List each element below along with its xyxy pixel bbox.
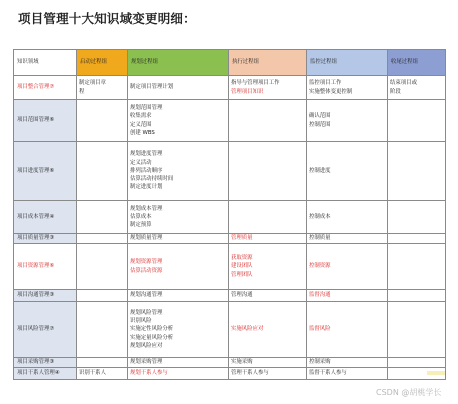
process-item: 监控项目工作 (309, 80, 342, 87)
table-row (14, 368, 446, 380)
process-cell-closing (388, 290, 446, 302)
process-item: 确认范围 (309, 113, 331, 120)
process-cell-executing (229, 100, 307, 142)
process-item: 规划范围管理 (130, 104, 163, 111)
process-item: 识别风险 (130, 318, 152, 325)
process-item: 获取资源 (231, 255, 253, 262)
process-cell-initiating (77, 290, 128, 302)
process-item: 控制成本 (309, 213, 331, 220)
knowledge-area-cell: 项目资源管理⑥ (14, 244, 77, 290)
process-item: 实施定性风险分析 (130, 326, 174, 333)
table-row (14, 358, 446, 368)
process-item: 控制进度 (309, 167, 331, 174)
process-item: 规划沟通管理 (130, 292, 163, 299)
process-cell-monitoring (307, 302, 388, 358)
process-cell-executing (229, 234, 307, 244)
process-cell-planning (128, 358, 229, 368)
header-executing: 执行过程组 (229, 50, 307, 76)
process-cell-executing (229, 368, 307, 380)
process-item: 估算活动持续时间 (130, 176, 174, 183)
process-cell-planning (128, 290, 229, 302)
process-cell-closing (388, 76, 446, 100)
process-cell-closing (388, 244, 446, 290)
page-title: 项目管理十大知识域变更明细： (18, 11, 196, 26)
process-item: 监督沟通 (309, 292, 331, 299)
table-row (14, 302, 446, 358)
process-cell-executing (229, 201, 307, 234)
process-item: 规划采购管理 (130, 359, 163, 366)
header-monitoring: 监控过程组 (307, 50, 388, 76)
process-cell-initiating (77, 244, 128, 290)
knowledge-area-cell: 项目进度管理⑥ (14, 142, 77, 201)
table-row (14, 76, 446, 100)
process-cell-initiating (77, 76, 128, 100)
process-item: 控制质量 (309, 235, 331, 242)
process-item: 管理沟通 (231, 292, 253, 299)
process-item: 制定进度计划 (130, 184, 163, 191)
process-cell-closing (388, 358, 446, 368)
knowledge-area-cell: 项目风险管理⑦ (14, 302, 77, 358)
process-cell-planning (128, 302, 229, 358)
process-cell-monitoring (307, 358, 388, 368)
watermark: CSDN @胡桃学长 (376, 388, 442, 397)
process-cell-monitoring (307, 368, 388, 380)
process-item: 程 (79, 88, 85, 95)
knowledge-area-cell: 项目采购管理③ (14, 358, 77, 368)
process-cell-executing (229, 290, 307, 302)
process-cell-monitoring (307, 76, 388, 100)
process-item: 控制采购 (309, 359, 331, 366)
process-item: 识别干系人 (79, 370, 106, 377)
table-row (14, 100, 446, 142)
process-cell-monitoring (307, 100, 388, 142)
process-cell-planning (128, 368, 229, 380)
header-knowledge-area: 知识领域 (14, 50, 77, 76)
process-cell-initiating (77, 100, 128, 142)
process-cell-planning (128, 76, 229, 100)
process-cell-closing (388, 234, 446, 244)
table-row (14, 142, 446, 201)
process-cell-planning (128, 244, 229, 290)
process-item: 管理团队 (231, 271, 253, 278)
process-item: 阶段 (390, 88, 401, 95)
table-row (14, 290, 446, 302)
process-item: 制定预算 (130, 222, 152, 229)
process-item: 控制资源 (309, 263, 331, 270)
process-item: 规划风险管理 (130, 309, 163, 316)
process-cell-executing (229, 358, 307, 368)
process-cell-executing (229, 76, 307, 100)
process-item: 收集需求 (130, 113, 152, 120)
process-cell-executing (229, 244, 307, 290)
process-item: 定义活动 (130, 159, 152, 166)
process-item: 实施定量风险分析 (130, 334, 174, 341)
process-item: 实施风险应对 (231, 326, 264, 333)
highlight-mark (427, 371, 445, 375)
process-item: 指导与管理项目工作 (231, 80, 280, 87)
process-cell-executing (229, 302, 307, 358)
table-body (14, 76, 446, 380)
knowledge-area-cell: 项目成本管理④ (14, 201, 77, 234)
process-cell-monitoring (307, 234, 388, 244)
knowledge-area-cell: 项目范围管理⑥ (14, 100, 77, 142)
header-planning: 规划过程组 (128, 50, 229, 76)
table-header-row (14, 50, 446, 76)
process-cell-planning (128, 100, 229, 142)
process-cell-closing (388, 100, 446, 142)
process-cell-initiating (77, 302, 128, 358)
process-cell-initiating (77, 142, 128, 201)
knowledge-area-cell: 项目干系人管理④ (14, 368, 77, 380)
process-item: 管理干系人参与 (231, 370, 269, 377)
header-closing: 收尾过程组 (388, 50, 446, 76)
knowledge-area-cell: 项目质量管理③ (14, 234, 77, 244)
process-item: 实施采购 (231, 359, 253, 366)
knowledge-area-table (13, 49, 446, 380)
process-cell-planning (128, 234, 229, 244)
table-row (14, 244, 446, 290)
header-initiating: 启动过程组 (77, 50, 128, 76)
process-item: 管理质量 (231, 235, 253, 242)
process-item: 规划干系人参与 (130, 370, 168, 377)
process-cell-initiating (77, 201, 128, 234)
process-cell-closing (388, 302, 446, 358)
process-item: 定义范围 (130, 121, 152, 128)
process-cell-monitoring (307, 142, 388, 201)
knowledge-area-cell: 项目沟通管理③ (14, 290, 77, 302)
process-item: 规划风险应对 (130, 342, 163, 349)
process-item: 规划资源管理 (130, 259, 163, 266)
process-cell-initiating (77, 368, 128, 380)
process-item: 控制范围 (309, 121, 331, 128)
process-item: 排列活动顺序 (130, 167, 163, 174)
table-row (14, 234, 446, 244)
process-item: 规划质量管理 (130, 235, 163, 242)
process-item: 估算成本 (130, 213, 152, 220)
process-cell-initiating (77, 234, 128, 244)
process-cell-planning (128, 142, 229, 201)
process-item: 制定项目管理计划 (130, 84, 174, 91)
process-cell-monitoring (307, 244, 388, 290)
process-item: 建设团队 (231, 263, 253, 270)
process-item: 规划成本管理 (130, 205, 163, 212)
process-item: 制定项目章 (79, 80, 106, 87)
process-cell-monitoring (307, 201, 388, 234)
process-item: 管理项目知识 (231, 88, 264, 95)
process-item: 结束项目或 (390, 80, 417, 87)
process-cell-closing (388, 201, 446, 234)
process-item: 规划进度管理 (130, 151, 163, 158)
process-item: 监督风险 (309, 326, 331, 333)
process-item: 估算活动资源 (130, 267, 163, 274)
process-item: 创建 WBS (130, 129, 155, 136)
process-item: 实施整体变更控制 (309, 88, 353, 95)
table-row (14, 201, 446, 234)
process-cell-initiating (77, 358, 128, 368)
process-item: 监督干系人参与 (309, 370, 347, 377)
process-cell-executing (229, 142, 307, 201)
process-cell-monitoring (307, 290, 388, 302)
process-cell-closing (388, 142, 446, 201)
process-cell-planning (128, 201, 229, 234)
knowledge-area-cell: 项目整合管理⑦ (14, 76, 77, 100)
